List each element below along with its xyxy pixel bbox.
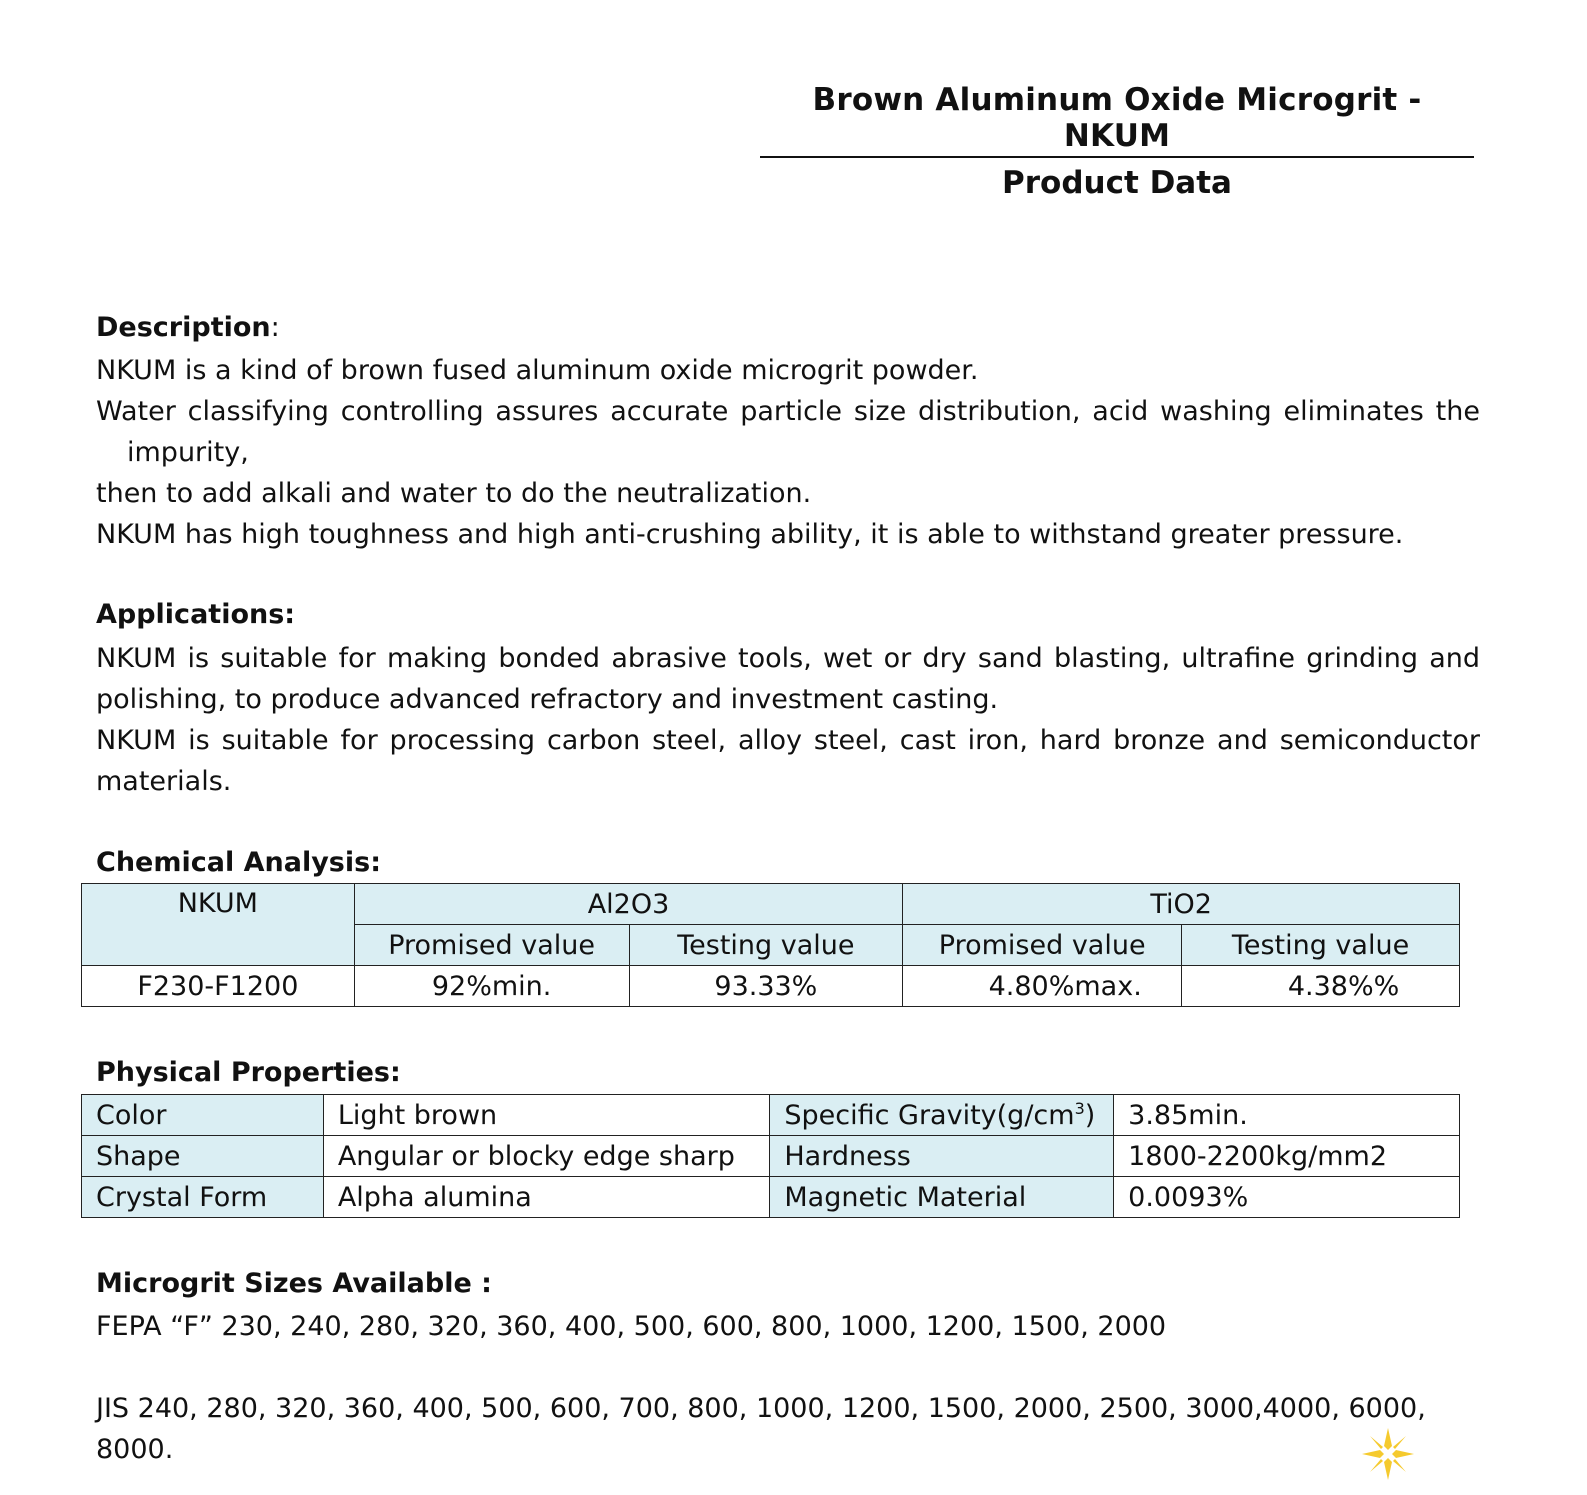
table-row xyxy=(82,1095,1460,1136)
header-al2o3: Al2O3 xyxy=(354,884,903,925)
header-tio2-promised: Promised value xyxy=(903,925,1182,966)
physical-properties-table xyxy=(81,1094,1460,1218)
document-subtitle: Product Data xyxy=(1002,165,1232,201)
description-line: then to add alkali and water to do the neutralization. xyxy=(96,478,812,509)
fepa-sizes: FEPA “F” 230, 240, 280, 320, 360, 400, 500, 600, 800, 1000, 1200, 1500, 2000 xyxy=(96,1311,1167,1342)
star-logo-icon xyxy=(1358,1424,1418,1484)
header-al2o3-promised: Promised value xyxy=(354,925,629,966)
property-label: Hardness xyxy=(770,1136,1114,1177)
description-line: impurity, xyxy=(127,437,249,468)
table-row xyxy=(82,966,1460,1007)
header-tio2: TiO2 xyxy=(903,884,1460,925)
description-body xyxy=(96,350,1480,555)
property-label: Crystal Form xyxy=(82,1177,324,1218)
table-row xyxy=(82,1177,1460,1218)
property-value: 3.85min. xyxy=(1114,1095,1460,1136)
chemical-analysis-table xyxy=(81,883,1460,1007)
applications-heading: Applications: xyxy=(96,599,296,630)
chemical-analysis-heading: Chemical Analysis: xyxy=(96,847,382,878)
property-value: Light brown xyxy=(323,1095,770,1136)
property-value: Alpha alumina xyxy=(323,1177,770,1218)
cell-tio2-promised: 4.80%max. xyxy=(903,966,1182,1007)
cell-tio2-testing: 4.38%% xyxy=(1182,966,1460,1007)
applications-body xyxy=(96,638,1480,802)
property-value: 1800-2200kg/mm2 xyxy=(1114,1136,1460,1177)
cell-al2o3-promised: 92%min. xyxy=(354,966,629,1007)
document-title: Brown Aluminum Oxide Microgrit - NKUM xyxy=(760,82,1474,158)
description-heading: Description: xyxy=(96,312,280,343)
applications-paragraph: NKUM is suitable for making bonded abrasive tools, wet or dry sand blasting, ultrafine grinding and polishing, to produce advanced refractory and investment casting. xyxy=(96,643,1480,715)
property-value: Angular or blocky edge sharp xyxy=(323,1136,770,1177)
applications-paragraph: NKUM is suitable for processing carbon steel, alloy steel, cast iron, hard bronze and semiconductor materials. xyxy=(96,725,1480,797)
cell-grade: F230-F1200 xyxy=(82,966,355,1007)
property-label: Specific $Gravity(g/cm^3)$ xyxy=(770,1095,1114,1136)
cell-al2o3-testing: 93.33% xyxy=(629,966,903,1007)
property-label: Magnetic Material xyxy=(770,1177,1114,1218)
header-product: NKUM xyxy=(82,884,355,966)
jis-sizes: JIS 240, 280, 320, 360, 400, 500, 600, 700, 800, 1000, 1200, 1500, 2000, 2500, 3000,4000, 6000, 8000. xyxy=(96,1393,1426,1465)
property-label: Color xyxy=(82,1095,324,1136)
table-row xyxy=(82,1136,1460,1177)
description-line: NKUM is a kind of brown fused aluminum oxide microgrit powder. xyxy=(96,355,979,386)
property-label: Shape xyxy=(82,1136,324,1177)
description-line: Water classifying controlling assures accurate particle size distribution, acid washing eliminates the xyxy=(96,396,1480,427)
physical-properties-heading: Physical Properties: xyxy=(96,1057,401,1088)
header-al2o3-testing: Testing value xyxy=(629,925,903,966)
property-value: 0.0093% xyxy=(1114,1177,1460,1218)
description-line: NKUM has high toughness and high anti-crushing ability, it is able to withstand greater pressure. xyxy=(96,519,1404,550)
microgrit-sizes-heading: Microgrit Sizes Available : xyxy=(96,1268,492,1299)
header-tio2-testing: Testing value xyxy=(1182,925,1460,966)
